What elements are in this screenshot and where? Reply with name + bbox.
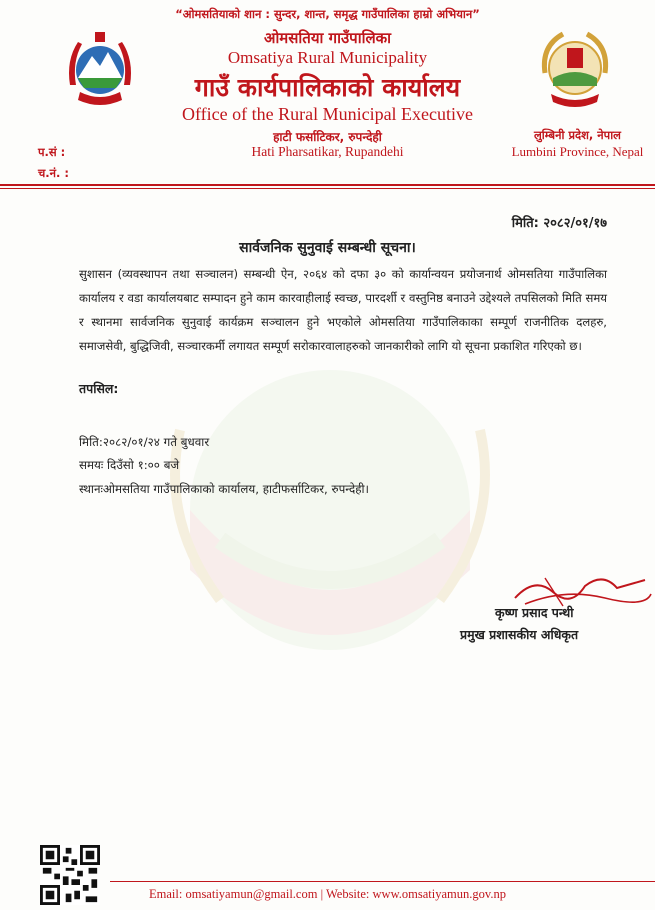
address-english: Hati Pharsatikar, Rupandehi (251, 144, 404, 159)
slogan: “ओमसतियाको शान : सुन्दर, शान्त, समृद्ध गाउँपालिका हाम्रो अभियान” (175, 7, 480, 21)
municipality-name-english: Omsatiya Rural Municipality (227, 48, 428, 67)
notice-date: मिति: २०८२/०१/१७ (511, 216, 607, 231)
details-heading: तपसिल: (79, 381, 119, 396)
signatory-name: कृष्ण प्रसाद पन्थी (495, 605, 574, 620)
event-time: समयः दिउँसो १:०० बजे (79, 458, 180, 472)
notice-title: सार्वजनिक सुनुवाई सम्बन्धी सूचना। (239, 240, 416, 256)
signatory-designation: प्रमुख प्रशासकीय अधिकृत (460, 627, 579, 642)
office-name-nepali: गाउँ कार्यपालिकाको कार्यालय (194, 73, 461, 102)
province-english: Lumbini Province, Nepal (511, 144, 644, 159)
letter-number-label: प.सं : (38, 145, 66, 159)
municipality-name-nepali: ओमसतिया गाउँपालिका (263, 29, 392, 47)
notice-body: सुशासन (व्यवस्थापन तथा सञ्चालन) सम्बन्धी ऐन, २०६४ को दफा ३० को कार्यान्वयन प्रयोजनार्थ ओमसतिया गाउँपालिका कार्यालय र वडा कार्यालयबाट सम्पादन हुने काम कारवाहीलाई स्वच्छ, पारदर्शी र वस्तुनिष्ठ बनाउने उद्देश्यले तपसिलको मिति समय र स्थानमा सार्वजनिक सुनुवाई कार्यक्रम सञ्चालन हुने भएकोले ओमसतिया गाउँपालिकाका सम्पूर्ण राजनीतिक दलहरु, समाजसेवी, बुद्धिजिवी, सञ्चारकर्मी लगायत सम्पूर्ण सरोकारवालाहरुको जानकारीको लागि यो सूचना प्रकाशित गरिएको छ। (79, 267, 607, 353)
dispatch-number-label: च.नं. : (38, 166, 70, 180)
province-nepali: लुम्बिनी प्रदेश, नेपाल (534, 128, 621, 142)
header-divider (0, 184, 655, 186)
footer-contact: Email: omsatiyamun@gmail.com | Website: www.omsatiyamun.gov.np (149, 887, 506, 901)
footer-divider (110, 881, 655, 882)
header-divider-thin (0, 188, 655, 189)
watermark-emblem (150, 340, 510, 700)
event-place: स्थानःओमसतिया गाउँपालिकाको कार्यालय, हाटीफर्साटिकर, रुपन्देही। (79, 482, 369, 496)
office-name-english: Office of the Rural Municipal Executive (181, 104, 474, 124)
address-nepali: हाटी फर्साटिकर, रुपन्देही (273, 130, 382, 144)
event-date: मिति:२०८२/०१/२४ गते बुधवार (79, 435, 210, 449)
